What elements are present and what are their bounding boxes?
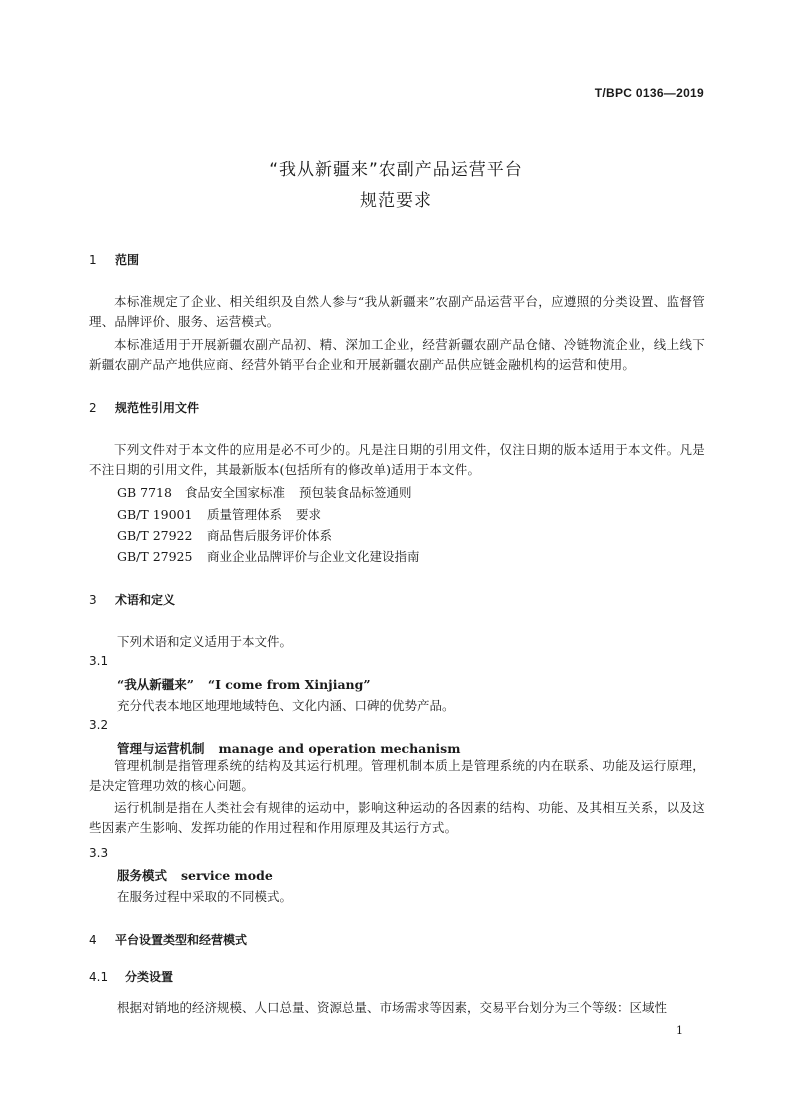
section-1-heading	[89, 251, 139, 268]
term-zh: 服务模式	[117, 868, 168, 883]
section-number: 1	[89, 253, 97, 267]
section-1-paragraph-1: 本标准规定了企业、相关组织及自然人参与“我从新疆来”农副产品运营平台，应遵照的分类设置、监督管理、品牌评价、服务、运营模式。	[89, 294, 705, 329]
page-number: 1	[676, 1024, 683, 1037]
reference-title: 质量管理体系	[207, 507, 283, 522]
reference-code: GB/T 27925	[117, 549, 193, 564]
section-2-paragraph-1: 下列文件对于本文件的应用是必不可少的。凡是注日期的引用文件，仅注日期的版本适用于本文件。凡是不注日期的引用文件，其最新版本(包括所有的修改单)适用于本文件。	[89, 442, 705, 477]
term-heading	[117, 739, 460, 757]
term-zh: 管理与运营机制	[117, 741, 205, 756]
reference-code: GB/T 19001	[117, 507, 193, 522]
document-title-line2: 规范要求	[360, 191, 432, 211]
section-number: 3	[89, 593, 97, 607]
reference-code: GB/T 27922	[117, 528, 193, 543]
term-zh: “我从新疆来”	[117, 677, 194, 692]
reference-item	[117, 483, 412, 501]
section-3-heading	[89, 591, 175, 608]
section-title: 平台设置类型和经营模式	[115, 933, 248, 947]
reference-item	[117, 505, 321, 523]
term-definition: 在服务过程中采取的不同模式。	[117, 889, 293, 904]
term-en: “I come from Xinjiang”	[207, 677, 371, 692]
reference-code: GB 7718	[117, 485, 172, 500]
clause-number: 3.3	[89, 846, 109, 860]
section-title: 术语和定义	[115, 593, 176, 607]
document-title-line1: “我从新疆来”农副产品运营平台	[269, 160, 523, 180]
term-heading	[117, 675, 371, 693]
clause-number: 3.2	[89, 718, 109, 732]
section-title: 范围	[115, 253, 140, 267]
reference-title: 商业企业品牌评价与企业文化建设指南	[207, 549, 420, 564]
standard-code: T/BPC 0136—2019	[594, 86, 704, 100]
section-2-heading	[89, 399, 199, 416]
reference-item	[117, 547, 420, 565]
section-title: 规范性引用文件	[115, 401, 200, 415]
term-definition: 运行机制是指在人类社会有规律的运动中，影响这种运动的各因素的结构、功能、及其相互关系，以及这些因素产生影响、发挥功能的作用过程和作用原理及其运行方式。	[89, 800, 705, 835]
section-3-intro: 下列术语和定义适用于本文件。	[117, 634, 293, 649]
section-number: 4.1	[89, 970, 109, 984]
section-number: 2	[89, 401, 97, 415]
reference-subtitle: 要求	[296, 507, 322, 522]
reference-title: 商品售后服务评价体系	[207, 528, 333, 543]
reference-subtitle: 预包装食品标签通则	[299, 485, 412, 500]
clause-number: 3.1	[89, 654, 109, 668]
subsection-4-1-paragraph: 根据对销地的经济规模、人口总量、资源总量、市场需求等因素，交易平台划分为三个等级：区域性	[117, 1000, 668, 1015]
subsection-4-1-heading	[89, 968, 173, 985]
section-number: 4	[89, 933, 97, 947]
term-en: manage and operation mechanism	[218, 741, 461, 756]
term-en: service mode	[181, 868, 273, 883]
reference-item	[117, 526, 332, 544]
term-definition: 充分代表本地区地理地域特色、文化内涵、口碑的优势产品。	[117, 698, 455, 713]
term-heading	[117, 866, 273, 884]
term-definition: 管理机制是指管理系统的结构及其运行机理。管理机制本质上是管理系统的内在联系、功能及运行原理，是决定管理功效的核心问题。	[89, 758, 705, 793]
section-1-paragraph-2: 本标准适用于开展新疆农副产品初、精、深加工企业，经营新疆农副产品仓储、冷链物流企业，线上线下新疆农副产品产地供应商、经营外销平台企业和开展新疆农副产品供应链金融机构的运营和使用。	[89, 337, 705, 372]
section-title: 分类设置	[125, 970, 174, 984]
reference-title: 食品安全国家标准	[185, 485, 286, 500]
section-4-heading	[89, 931, 247, 948]
